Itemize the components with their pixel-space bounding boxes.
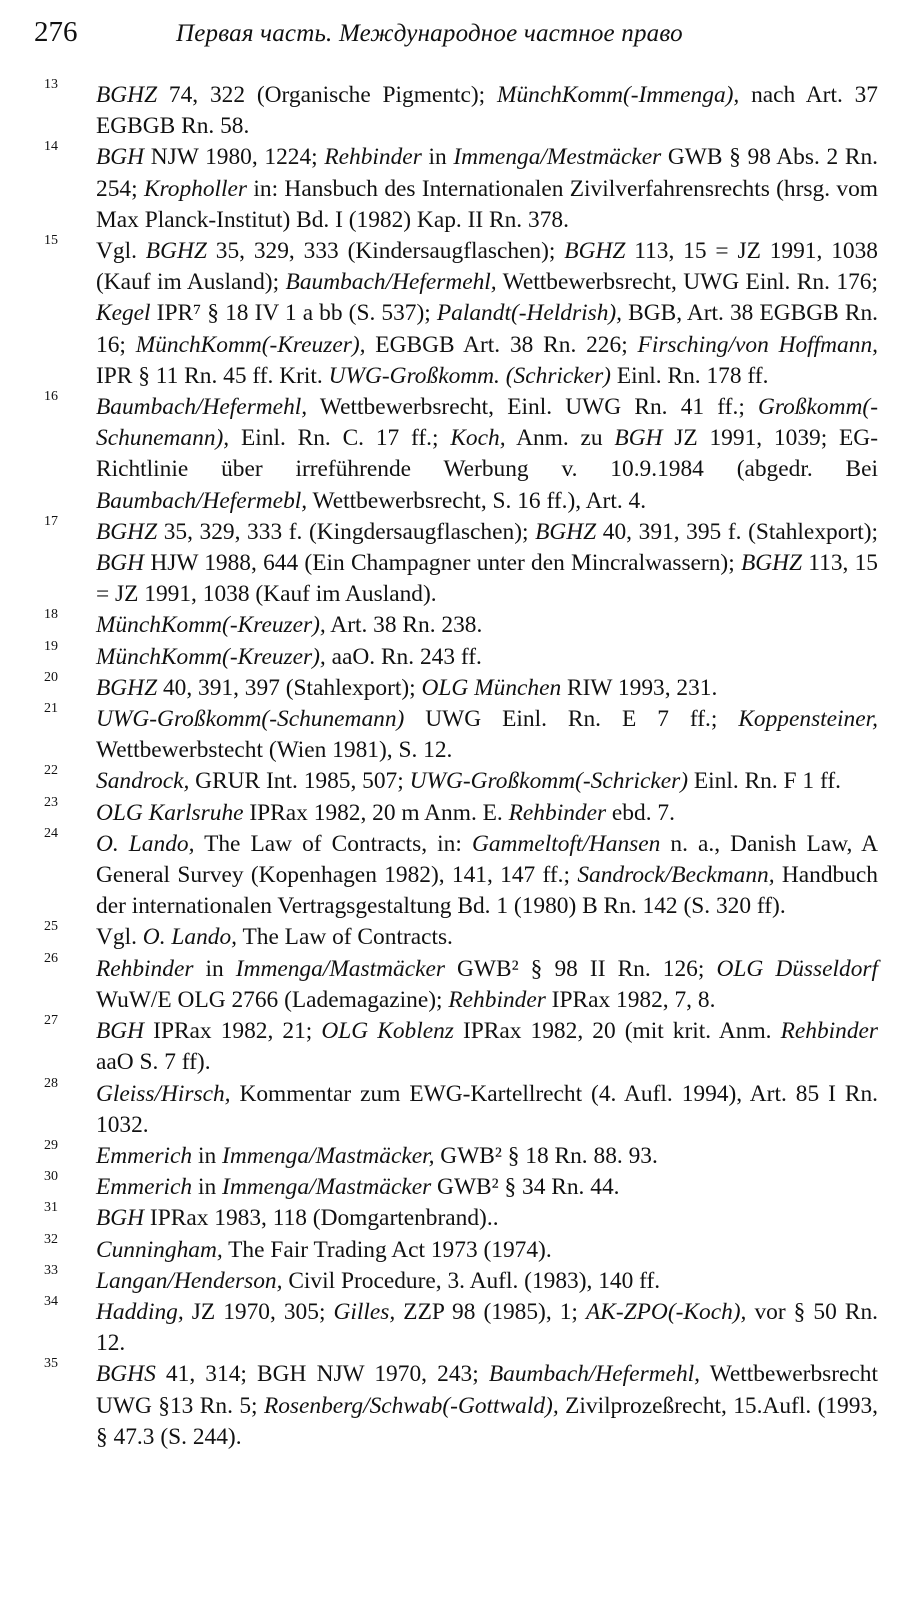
footnote-number: 19 — [44, 638, 58, 654]
footnote-citation-italic: AK-ZPO(-Koch), — [585, 1298, 747, 1325]
footnote-citation-italic: MünchKomm(-Kreuzer), — [96, 643, 326, 670]
footnote-number: 23 — [44, 794, 58, 810]
page-number: 276 — [34, 16, 78, 48]
footnote-text: in — [192, 1174, 223, 1201]
footnote — [34, 1356, 878, 1453]
footnote-text: EGBGB Art. 38 Rn. 226; — [365, 331, 638, 358]
footnote-number: 28 — [44, 1075, 58, 1091]
footnote-citation-italic: BGHZ — [96, 674, 158, 701]
footnote-text: Wettbewerbsrecht, S. 16 ff.), Art. 4. — [307, 487, 647, 514]
footnote-text: GWB § 98 Abs. 2 Rn. 254; — [96, 144, 879, 202]
footnote-citation-italic: BGHZ — [96, 82, 158, 108]
footnote-text: Zivilprozeßrecht, 15.Aufl. (1993, § 47.3 (S. 244). — [96, 1392, 878, 1450]
footnote-text: in — [192, 1142, 223, 1169]
footnote-text: IPRax 1982, 20 m Anm. E. — [243, 799, 509, 826]
footnote-number: 25 — [44, 919, 58, 935]
footnote-citation-italic: OLG Koblenz — [321, 1018, 454, 1045]
footnote-citation-italic: Emmerich — [96, 1142, 193, 1169]
footnote-number: 24 — [44, 825, 58, 841]
footnote-number: 26 — [44, 950, 58, 966]
footnote-text: The Fair Trading Act 1973 (1974). — [222, 1236, 552, 1263]
footnote-text: Wettbewerbsrecht UWG §13 Rn. 5; — [96, 1361, 878, 1419]
footnote-citation-italic: Baumbach/Hefermehl, — [285, 269, 497, 296]
footnote-citation-italic: Immenga/Mastmäcker — [222, 1174, 432, 1201]
footnote-number: 13 — [44, 77, 58, 92]
footnote-number: 35 — [44, 1356, 58, 1372]
footnote — [34, 701, 878, 766]
footnote-number: 27 — [44, 1013, 58, 1029]
footnote-citation-italic: Baumbach/Hefermehl, — [96, 394, 308, 421]
footnote-citation-italic: OLG Düsseldorf — [716, 955, 878, 982]
footnote — [34, 1200, 878, 1234]
footnote-number: 30 — [44, 1169, 58, 1185]
footnote-text: 113, 15 = JZ 1991, 1038 (Kauf im Ausland); — [96, 238, 878, 296]
footnote — [34, 1013, 879, 1078]
footnote-citation-italic: Rosenberg/Schwab(-Gottwald), — [263, 1392, 559, 1419]
footnote-citation-italic: Rehbinder — [448, 986, 546, 1013]
footnote — [34, 763, 878, 797]
footnote-text: 35, 329, 333 f. (Kingdersaugflaschen); — [157, 518, 536, 545]
footnote-citation-italic: Rehbinder — [96, 955, 194, 982]
footnote-text: Wettbewerbsrecht, UWG Einl. Rn. 176; — [496, 269, 878, 296]
footnote-text: Civil Procedure, 3. Aufl. (1983), 140 ff. — [282, 1267, 661, 1294]
footnote-text: vor § 50 Rn. 12. — [96, 1298, 878, 1357]
footnote-text: BGB, Art. 38 EGBGB Rn. 16; — [96, 300, 878, 358]
footnote-text: 40, 391, 397 (Stahlexport); — [157, 674, 422, 701]
footnote-citation-italic: Gammeltoft/Hansen — [471, 830, 661, 857]
footnote-text: Vgl. — [96, 924, 143, 951]
footnote — [34, 794, 878, 829]
footnote — [34, 389, 878, 517]
footnote-citation-italic: Gilles, — [333, 1298, 396, 1325]
footnote-citation-italic: UWG-Großkomm. (Schricker) — [328, 362, 611, 389]
footnote — [34, 1169, 878, 1203]
footnote — [34, 1231, 878, 1266]
footnote-text: 41, 314; BGH NJW 1970, 243; — [155, 1361, 489, 1388]
footnote-number: 20 — [44, 669, 58, 685]
footnote-text: 113, 15 = JZ 1991, 1038 (Kauf im Ausland). — [96, 550, 878, 608]
footnote-citation-italic: BGH — [96, 1018, 145, 1045]
running-title: Первая часть. Международное частное право — [176, 20, 683, 47]
footnote-number: 15 — [44, 233, 58, 249]
footnote-text: IPR⁷ § 18 IV 1 a bb (S. 537); — [150, 300, 437, 327]
footnote-citation-italic: Kropholler — [143, 175, 248, 202]
footnote-citation-italic: Baumbach/Hefermehl, — [488, 1361, 700, 1388]
footnote — [34, 139, 879, 236]
footnote-text: Einl. Rn. 178 ff. — [610, 362, 769, 389]
footnote-citation-italic: BGH — [96, 1205, 145, 1232]
footnote-text: Handbuch der internationalen Vertragsgestaltung Bd. 1 (1980) B Rn. 142 (S. 320 ff). — [96, 862, 878, 920]
footnote-citation-italic: Rehbinder — [324, 144, 422, 171]
footnote-citation-italic: Rehbinder — [508, 799, 607, 826]
footnote-text: GWB² § 18 Rn. 88. 93. — [434, 1142, 658, 1169]
footnote-text: NJW 1980, 1224; — [144, 144, 325, 171]
footnote-text: IPRax 1983, 118 (Domgartenbrand).. — [144, 1205, 499, 1232]
footnote-citation-italic: BGHZ — [96, 518, 158, 545]
footnote-citation-italic: O. Lando, — [142, 924, 238, 951]
footnote — [34, 919, 878, 953]
footnote-text: IPRax 1982, 7, 8. — [545, 986, 716, 1013]
footnote-citation-italic: Firsching/von Hoffmann, — [637, 331, 878, 358]
footnote-number: 16 — [44, 389, 58, 405]
footnote-text: n. a., Danish Law, A General Survey (Kopenhagen 1982), 141, 147 ff.; — [96, 830, 878, 889]
footnote-citation-italic: BGH — [614, 425, 663, 452]
footnote-citation-italic: Baumbach/Hefermebl, — [96, 487, 308, 514]
footnote-text: aaO. Rn. 243 ff. — [325, 643, 482, 670]
footnote-text: IPR § 11 Rn. 45 ff. Krit. — [96, 362, 329, 389]
footnote-text: GRUR Int. 1985, 507; — [189, 768, 410, 795]
footnote-citation-italic: BGHZ — [535, 518, 597, 545]
footnote-citation-italic: Großkomm(-Schunemann), — [96, 394, 878, 452]
footnote-text: in — [421, 144, 454, 171]
footnote-text: WuW/E OLG 2766 (Lademagazine); — [96, 986, 449, 1013]
footnote-text: Wettbewerbsrecht, Einl. UWG Rn. 41 ff.; — [307, 394, 759, 421]
footnote-text: IPRax 1982, 20 (mit krit. Anm. — [453, 1018, 781, 1045]
footnote-text: Einl. Rn. F 1 ff. — [688, 768, 841, 795]
footnote-number: 14 — [44, 139, 58, 155]
footnote-citation-italic: Sandrock, — [96, 768, 190, 795]
footnote-text: JZ 1991, 1039; EG-Richtlinie über irreführende Werbung v. 10.9.1984 (abgedr. Bei — [96, 425, 878, 483]
footnote — [34, 1262, 878, 1297]
footnote-text: JZ 1970, 305; — [183, 1298, 334, 1325]
footnote-citation-italic: BGH — [96, 144, 145, 171]
footnote-text: The Law of Contracts, in: — [194, 830, 472, 857]
footnote-text: The Law of Contracts. — [237, 924, 453, 951]
footnote-list — [34, 77, 879, 1453]
footnote-citation-italic: O. Lando, — [96, 830, 195, 857]
footnote-citation-italic: Langan/Henderson, — [96, 1267, 283, 1294]
footnote-citation-italic: OLG München — [421, 674, 562, 701]
footnote-text: Einl. Rn. C. 17 ff.; — [229, 425, 451, 452]
footnote — [34, 950, 878, 1016]
footnote-number: 17 — [44, 513, 58, 529]
footnote-number: 21 — [44, 701, 58, 717]
footnote-citation-italic: Kegel — [96, 300, 151, 327]
footnote-citation-italic: Gleiss/Hirsch, — [96, 1080, 231, 1107]
footnote-number: 34 — [44, 1293, 58, 1309]
footnote-text: RIW 1993, 231. — [561, 674, 718, 701]
footnote — [34, 233, 878, 392]
footnote-number: 18 — [44, 607, 58, 623]
footnote-text: in: Hansbuch des Internationalen Zivilverfahrensrechts (hrsg. vom Max Planck-Institut) Bd. I (1982) Kap. II Rn. 378. — [96, 175, 878, 233]
footnote-citation-italic: Immenga/Mastmäcker, — [222, 1142, 435, 1169]
footnote-number: 32 — [44, 1231, 58, 1247]
footnote-citation-italic: BGHZ — [145, 238, 207, 265]
footnote-citation-italic: Cunningham, — [96, 1236, 223, 1263]
footnote — [34, 607, 878, 641]
footnote-text: 35, 329, 333 (Kindersaugflaschen); — [206, 238, 565, 265]
footnote-citation-italic: UWG-Großkomm(-Schricker) — [409, 768, 689, 795]
footnote-number: 29 — [44, 1137, 58, 1153]
page-header — [34, 16, 878, 60]
footnote-citation-italic: MünchKomm(-Kreuzer), — [96, 612, 326, 639]
footnote-text: Kommentar zum EWG-Kartellrecht (4. Aufl. 1994), Art. 85 I Rn. 1032. — [96, 1080, 878, 1138]
footnote — [34, 669, 878, 704]
footnote-citation-italic: MünchKomm(-Kreuzer), — [135, 331, 366, 358]
footnote-citation-italic: Palandt(-Heldrish), — [436, 300, 623, 327]
footnote-text: Art. 38 Rn. 238. — [325, 612, 483, 639]
footnote-citation-italic: Rehbinder — [780, 1018, 879, 1045]
footnote-text: ZZP 98 (1985), 1; — [395, 1298, 586, 1325]
footnote-text: Vgl. — [96, 238, 146, 265]
footnote-text: 40, 391, 395 f. (Stahlexport); — [596, 518, 878, 545]
footnote-citation-italic: BGH — [96, 550, 145, 577]
footnote-citation-italic: UWG-Großkomm(-Schunemann) — [96, 706, 405, 733]
footnote-citation-italic: Koch, — [450, 425, 506, 452]
footnote-citation-italic: MünchKomm(-Immenga), — [496, 82, 740, 108]
footnote-text: Wettbewerbstecht (Wien 1981), S. 12. — [96, 737, 453, 764]
footnote — [34, 513, 878, 611]
footnote-text: HJW 1988, 644 (Ein Champagner unter den Mincralwassern); — [144, 550, 741, 577]
footnote-citation-italic: BGHS — [96, 1361, 156, 1388]
footnote-text: nach Art. 37 EGBGB Rn. 58. — [96, 82, 878, 140]
footnote-text: IPRax 1982, 21; — [144, 1018, 322, 1045]
footnote — [34, 825, 878, 923]
footnote — [34, 1137, 878, 1172]
footnote-text: in — [193, 955, 236, 982]
footnote-citation-italic: BGHZ — [564, 238, 626, 265]
footnote-number: 31 — [44, 1200, 58, 1216]
footnote — [34, 1293, 878, 1359]
footnote-citation-italic: Sandrock/Beckmann, — [577, 862, 775, 889]
footnote — [34, 1075, 878, 1141]
footnote-citation-italic: Immenga/Mastmäcker — [235, 955, 445, 982]
footnote-citation-italic: Koppensteiner, — [738, 706, 878, 733]
footnote-text: GWB² § 34 Rn. 44. — [431, 1174, 620, 1201]
footnote-text: UWG Einl. Rn. E 7 ff.; — [404, 706, 739, 733]
footnote-number: 22 — [44, 763, 58, 779]
footnote-citation-italic: OLG Karlsruhe — [96, 799, 244, 826]
footnote-text: GWB² § 98 II Rn. 126; — [444, 955, 717, 982]
footnote-citation-italic: Emmerich — [96, 1174, 193, 1201]
footnote-text: ebd. 7. — [606, 799, 675, 826]
footnote — [34, 638, 878, 673]
footnote-text: Anm. zu — [505, 425, 615, 452]
footnote-citation-italic: BGHZ — [740, 550, 803, 577]
footnote-text: 74, 322 (Organische Pigmentc); — [157, 82, 497, 108]
footnote-number: 33 — [44, 1262, 58, 1278]
footnote-citation-italic: Hadding, — [96, 1298, 184, 1325]
footnote — [34, 77, 878, 142]
footnote-citation-italic: Immenga/Mestmäcker — [453, 144, 662, 171]
footnote-text: aaO S. 7 ff). — [96, 1049, 211, 1076]
